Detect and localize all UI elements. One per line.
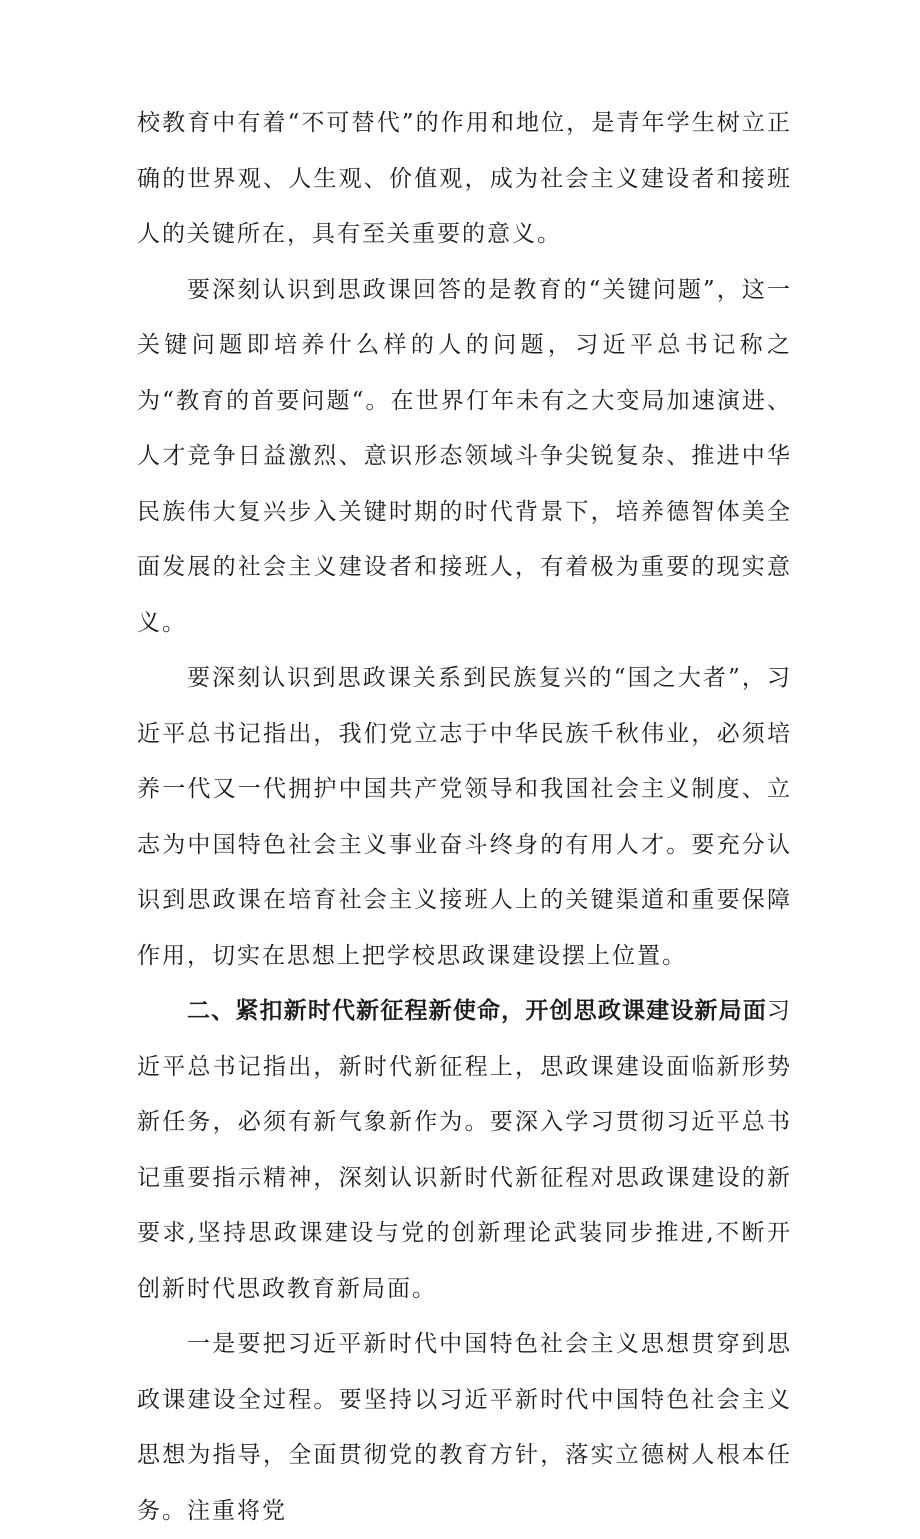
paragraph-key-question: 要深刻认识到思政课回答的是教育的“关键问题”，这一关键问题即培养什么样的人的问题，习近平总书记称之为“教育的首要问题“。在世界仃年未有之大变局加速演进、人才竞争日益激烈、意识形态领域斗争尖锐复杂、推进中华民族伟大复兴步入关键时期的时代背景下，培养德智体美全面发展的社会主义建设者和接班人，有着极为重要的现实意义。 xyxy=(137,276,792,636)
paragraph-section-two xyxy=(137,984,792,1317)
document-body xyxy=(137,96,792,1539)
section-heading: 二、紧扣新时代新征程新使命，开创思政课建设新局面 xyxy=(187,998,767,1024)
paragraph-continuation: 校教育中有着“不可替代”的作用和地位，是青年学生树立正确的世界观、人生观、价值观，成为社会主义建设者和接班人的关键所在，具有至关重要的意义。 xyxy=(137,110,792,247)
paragraph-point-one: 一是要把习近平新时代中国特色社会主义思想贯穿到思政课建设全过程。要坚持以习近平新时代中国特色社会主义思想为指导，全面贯彻党的教育方针，落实立德树人根本任务。注重将党 xyxy=(137,1331,792,1524)
paragraph-national-rejuvenation: 要深刻认识到思政课关系到民族复兴的“国之大者”，习近平总书记指出，我们党立志于中华民族千秋伟业，必须培养一代又一代拥护中国共产党领导和我国社会主义制度、立志为中国特色社会主义事业奋斗终身的有用人才。要充分认识到思政课在培育社会主义接班人上的关键渠道和重要保障作用，切实在思想上把学校思政课建设摆上位置。 xyxy=(137,665,792,969)
section-two-body: 习近平总书记指出，新时代新征程上，思政课建设面临新形势新任务，必须有新气象新作为。要深入学习贯彻习近平总书记重要指示精神，深刻认识新时代新征程对思政课建设的新要求,坚持思政课建设与党的创新理论武装同步推进,不断开创新时代思政教育新局面。 xyxy=(137,998,792,1302)
